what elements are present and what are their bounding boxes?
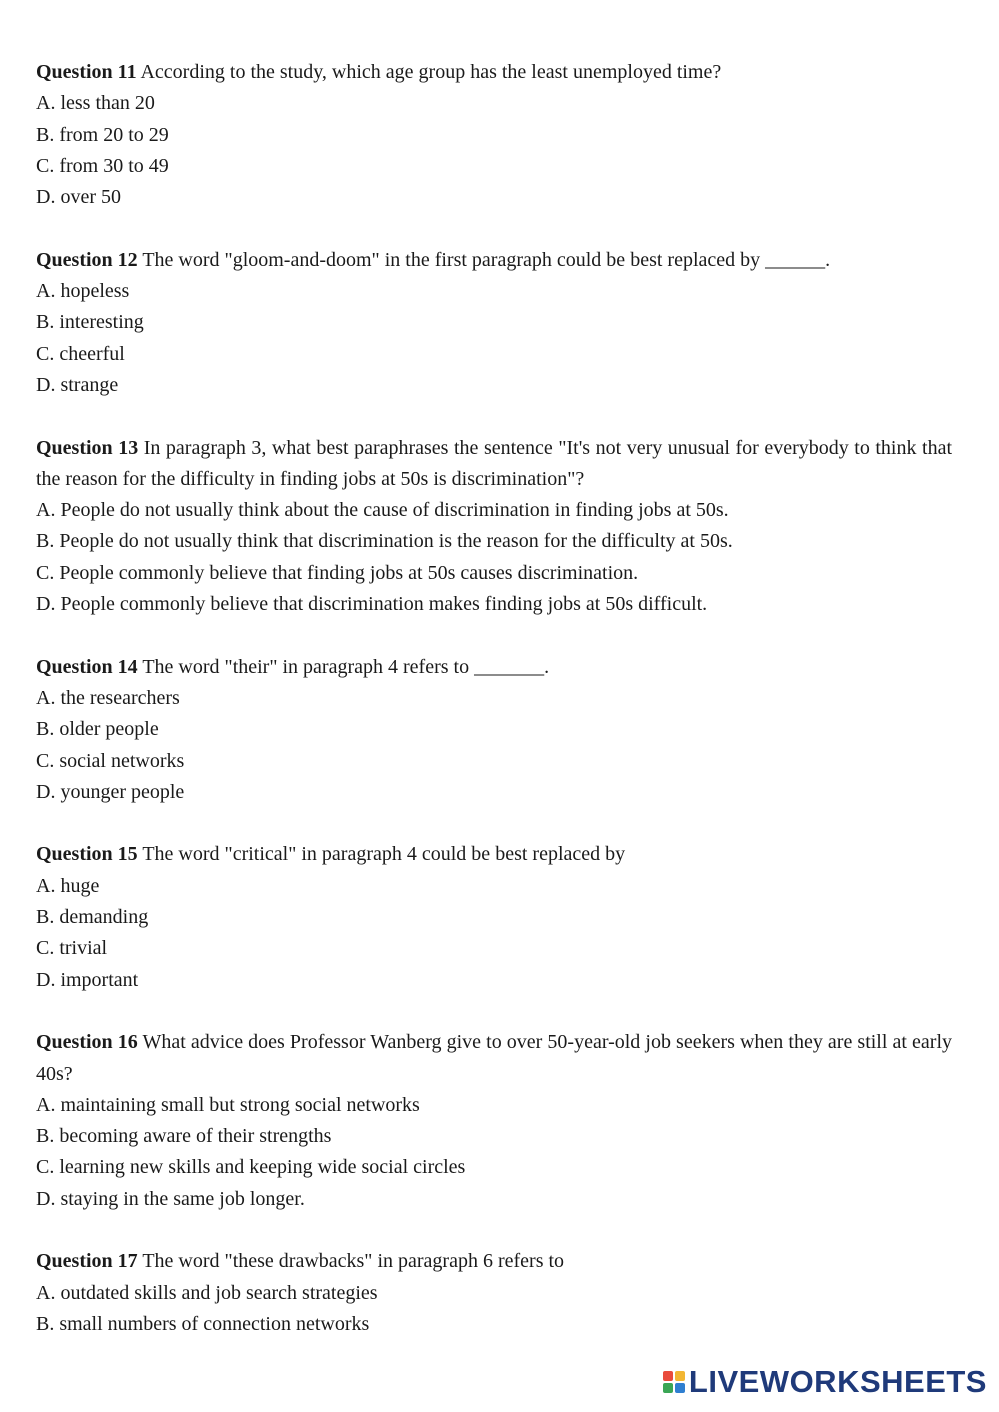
logo-square bbox=[675, 1371, 685, 1381]
option-a: A. hopeless bbox=[36, 280, 130, 303]
option-b: B. demanding bbox=[36, 906, 149, 929]
option-c: C. learning new skills and keeping wide social circles bbox=[36, 1156, 466, 1179]
question-text: The word "critical" in paragraph 4 could be best replaced by bbox=[137, 843, 626, 866]
question-label: Question 16 bbox=[36, 1031, 138, 1054]
option-c: C. social networks bbox=[36, 749, 185, 772]
option-b: B. from 20 to 29 bbox=[36, 123, 169, 146]
question-stem bbox=[36, 433, 952, 496]
option-a: A. huge bbox=[36, 874, 100, 897]
question-label: Question 11 bbox=[36, 61, 137, 83]
worksheet-page bbox=[36, 57, 952, 1371]
option-d: D. important bbox=[36, 968, 139, 991]
option-a: A. the researchers bbox=[36, 686, 180, 709]
question-16 bbox=[36, 1027, 952, 1215]
option-c: C. trivial bbox=[36, 937, 108, 960]
option-d: D. staying in the same job longer. bbox=[36, 1187, 305, 1210]
option-b: B. interesting bbox=[36, 311, 144, 334]
watermark-text: LIVEWORKSHEETS bbox=[688, 1364, 987, 1399]
option-d: D. People commonly believe that discrimination makes finding jobs at 50s difficult. bbox=[36, 593, 708, 616]
question-label: Question 13 bbox=[36, 436, 139, 459]
question-stem bbox=[36, 1246, 952, 1277]
liveworksheets-watermark bbox=[663, 1364, 987, 1400]
option-d: D. younger people bbox=[36, 780, 185, 803]
option-b: B. older people bbox=[36, 718, 159, 741]
option-a: A. outdated skills and job search strategies bbox=[36, 1281, 378, 1304]
question-14 bbox=[36, 652, 952, 808]
question-stem bbox=[36, 245, 952, 276]
option-a: A. People do not usually think about the cause of discrimination in finding jobs at 50s. bbox=[36, 499, 729, 522]
question-text: According to the study, which age group has the least unemployed time? bbox=[136, 61, 722, 83]
question-text: The word "these drawbacks" in paragraph 6 refers to bbox=[137, 1250, 565, 1273]
option-b: B. small numbers of connection networks bbox=[36, 1312, 370, 1335]
option-d: D. strange bbox=[36, 373, 119, 396]
option-a: A. less than 20 bbox=[36, 92, 155, 115]
question-13 bbox=[36, 433, 952, 621]
question-text: The word "gloom-and-doom" in the first paragraph could be best replaced by ______. bbox=[137, 248, 831, 271]
logo-square bbox=[663, 1371, 673, 1381]
question-label: Question 14 bbox=[36, 655, 138, 678]
option-c: C. People commonly believe that finding jobs at 50s causes discrimination. bbox=[36, 561, 639, 584]
option-a: A. maintaining small but strong social networks bbox=[36, 1093, 420, 1116]
question-11 bbox=[36, 57, 952, 213]
question-stem bbox=[36, 652, 952, 683]
question-17 bbox=[36, 1246, 952, 1340]
question-label: Question 12 bbox=[36, 248, 138, 271]
option-c: C. from 30 to 49 bbox=[36, 154, 169, 177]
option-d: D. over 50 bbox=[36, 186, 121, 209]
option-c: C. cheerful bbox=[36, 342, 125, 365]
question-text: The word "their" in paragraph 4 refers to _______. bbox=[137, 655, 550, 678]
option-b: B. becoming aware of their strengths bbox=[36, 1125, 332, 1148]
option-b: B. People do not usually think that discrimination is the reason for the difficulty at 50s. bbox=[36, 530, 733, 553]
logo-square bbox=[675, 1383, 685, 1393]
liveworksheets-logo-icon bbox=[663, 1371, 685, 1393]
question-15 bbox=[36, 839, 952, 995]
question-stem bbox=[36, 57, 952, 88]
logo-square bbox=[663, 1383, 673, 1393]
question-label: Question 17 bbox=[36, 1250, 138, 1273]
question-12 bbox=[36, 245, 952, 401]
question-stem bbox=[36, 1027, 952, 1090]
question-label: Question 15 bbox=[36, 843, 138, 866]
question-text: What advice does Professor Wanberg give to over 50-year-old job seekers when they are still at early 40s? bbox=[36, 1031, 952, 1085]
question-stem bbox=[36, 839, 952, 870]
question-text: In paragraph 3, what best paraphrases the sentence "It's not very unusual for everybody to think that the reason for the difficulty in finding jobs at 50s is discrimination"? bbox=[36, 436, 953, 490]
